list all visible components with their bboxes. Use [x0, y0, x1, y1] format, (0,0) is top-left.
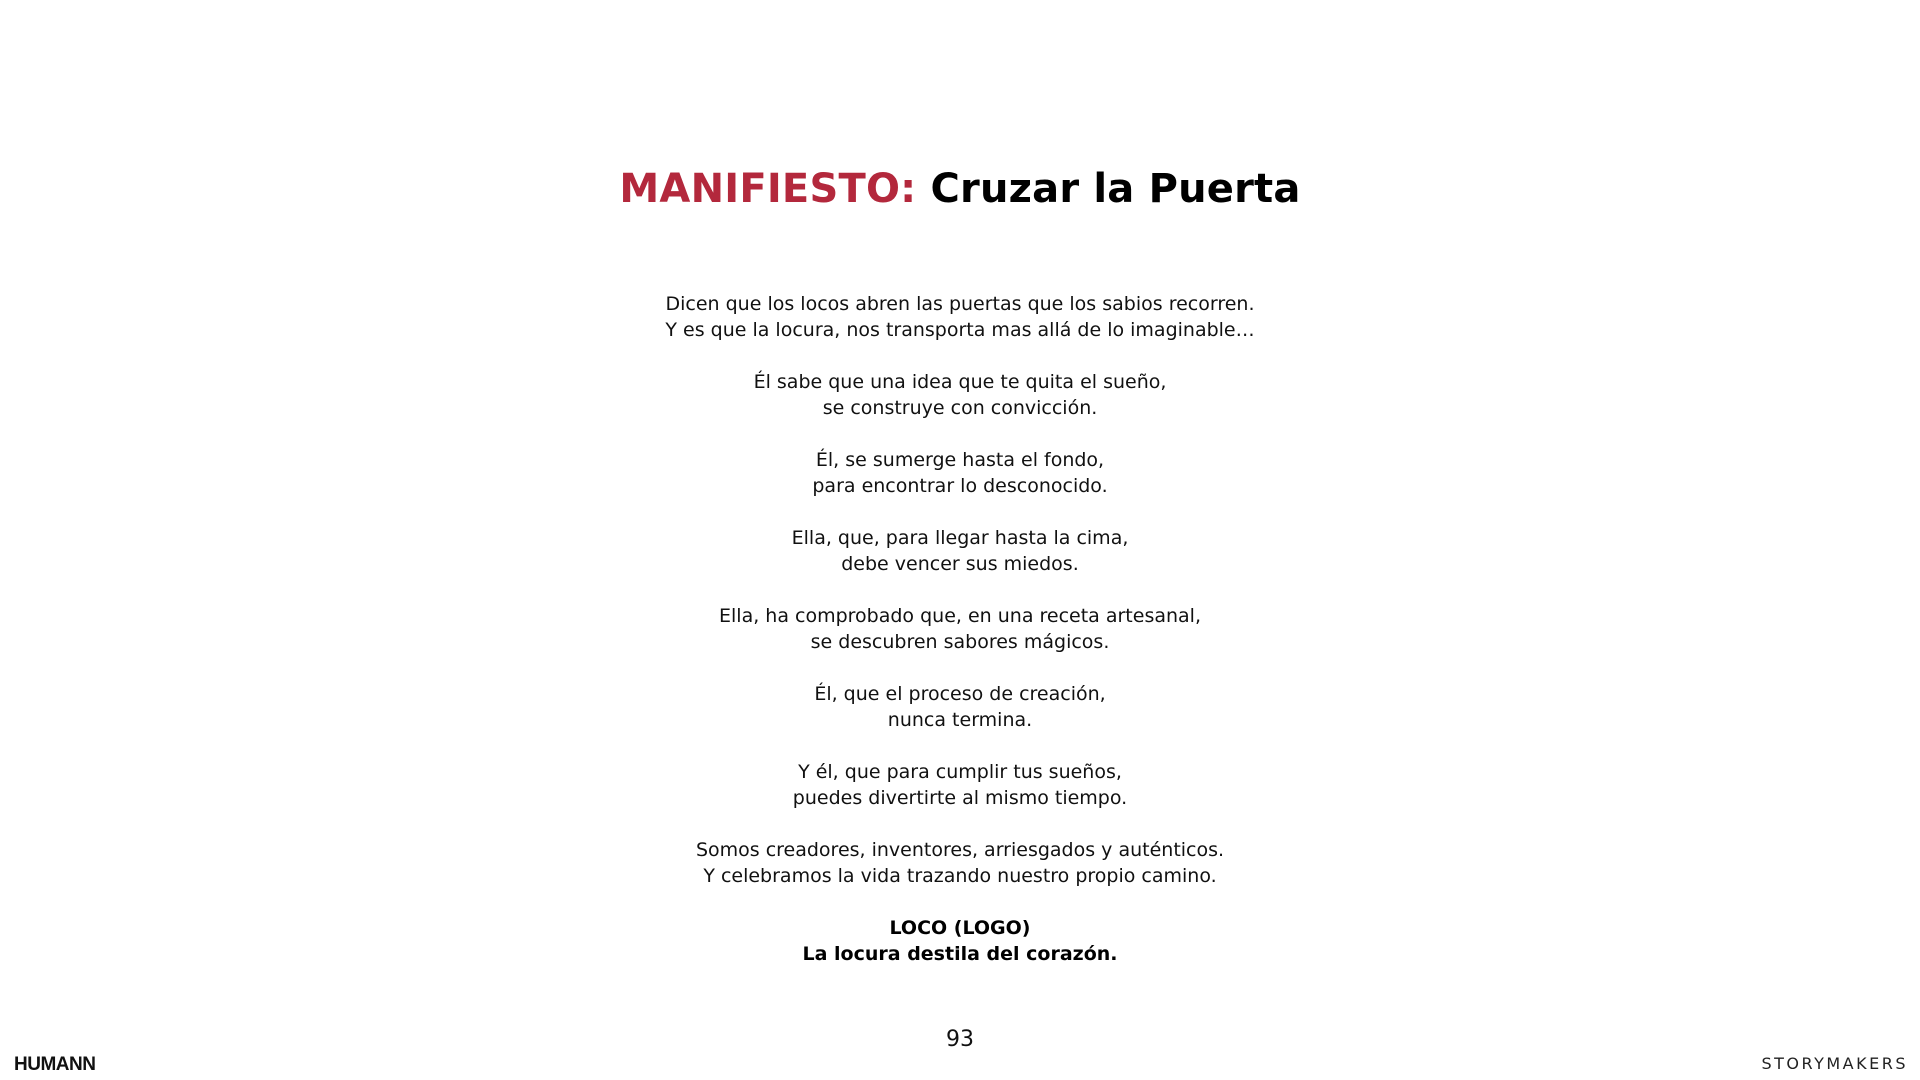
stanza-line: se construye con convicción.: [822, 397, 1098, 419]
stanza: [0, 447, 1920, 499]
stanza: [0, 603, 1920, 655]
stanza-line: para encontrar lo desconocido.: [812, 475, 1108, 497]
stanza-line: Él, se sumerge hasta el fondo,: [815, 449, 1105, 471]
stanza-line: Él, que el proceso de creación,: [814, 683, 1106, 705]
slide-title: [0, 163, 1920, 215]
stanza-line: debe vencer sus miedos.: [841, 553, 1079, 575]
stanza-line: Y celebramos la vida trazando nuestro propio camino.: [703, 865, 1217, 887]
stanza-line: Ella, que, para llegar hasta la cima,: [791, 527, 1129, 549]
storymakers-logo: STORYMAKERS: [1761, 1054, 1908, 1073]
closing-slogan-line: La locura destila del corazón.: [802, 943, 1118, 965]
stanza-line: puedes divertirte al mismo tiempo.: [792, 787, 1128, 809]
humann-logo: HUMANN: [14, 1054, 96, 1075]
title-accent: MANIFIESTO:: [619, 166, 917, 212]
closing-logo-line: LOCO (LOGO): [889, 917, 1031, 939]
stanza: [0, 525, 1920, 577]
page-number: 93: [946, 1027, 974, 1052]
stanza: [0, 369, 1920, 421]
stanza-line: Él sabe que una idea que te quita el sueño,: [753, 371, 1167, 393]
manifesto-text: [0, 291, 1920, 993]
closing-tagline: [0, 915, 1920, 967]
stanza: [0, 291, 1920, 343]
stanza-line: Y él, que para cumplir tus sueños,: [798, 761, 1122, 783]
stanza: [0, 837, 1920, 889]
stanza-line: se descubren sabores mágicos.: [810, 631, 1110, 653]
title-main: Cruzar la Puerta: [930, 166, 1301, 212]
stanza-line: Dicen que los locos abren las puertas que los sabios recorren.: [665, 293, 1255, 315]
stanza: [0, 681, 1920, 733]
stanza-line: Ella, ha comprobado que, en una receta artesanal,: [719, 605, 1201, 627]
stanza: [0, 759, 1920, 811]
stanza-line: Y es que la locura, nos transporta mas allá de lo imaginable…: [665, 319, 1255, 341]
stanza-line: Somos creadores, inventores, arriesgados y auténticos.: [695, 839, 1225, 861]
stanza-line: nunca termina.: [887, 709, 1033, 731]
